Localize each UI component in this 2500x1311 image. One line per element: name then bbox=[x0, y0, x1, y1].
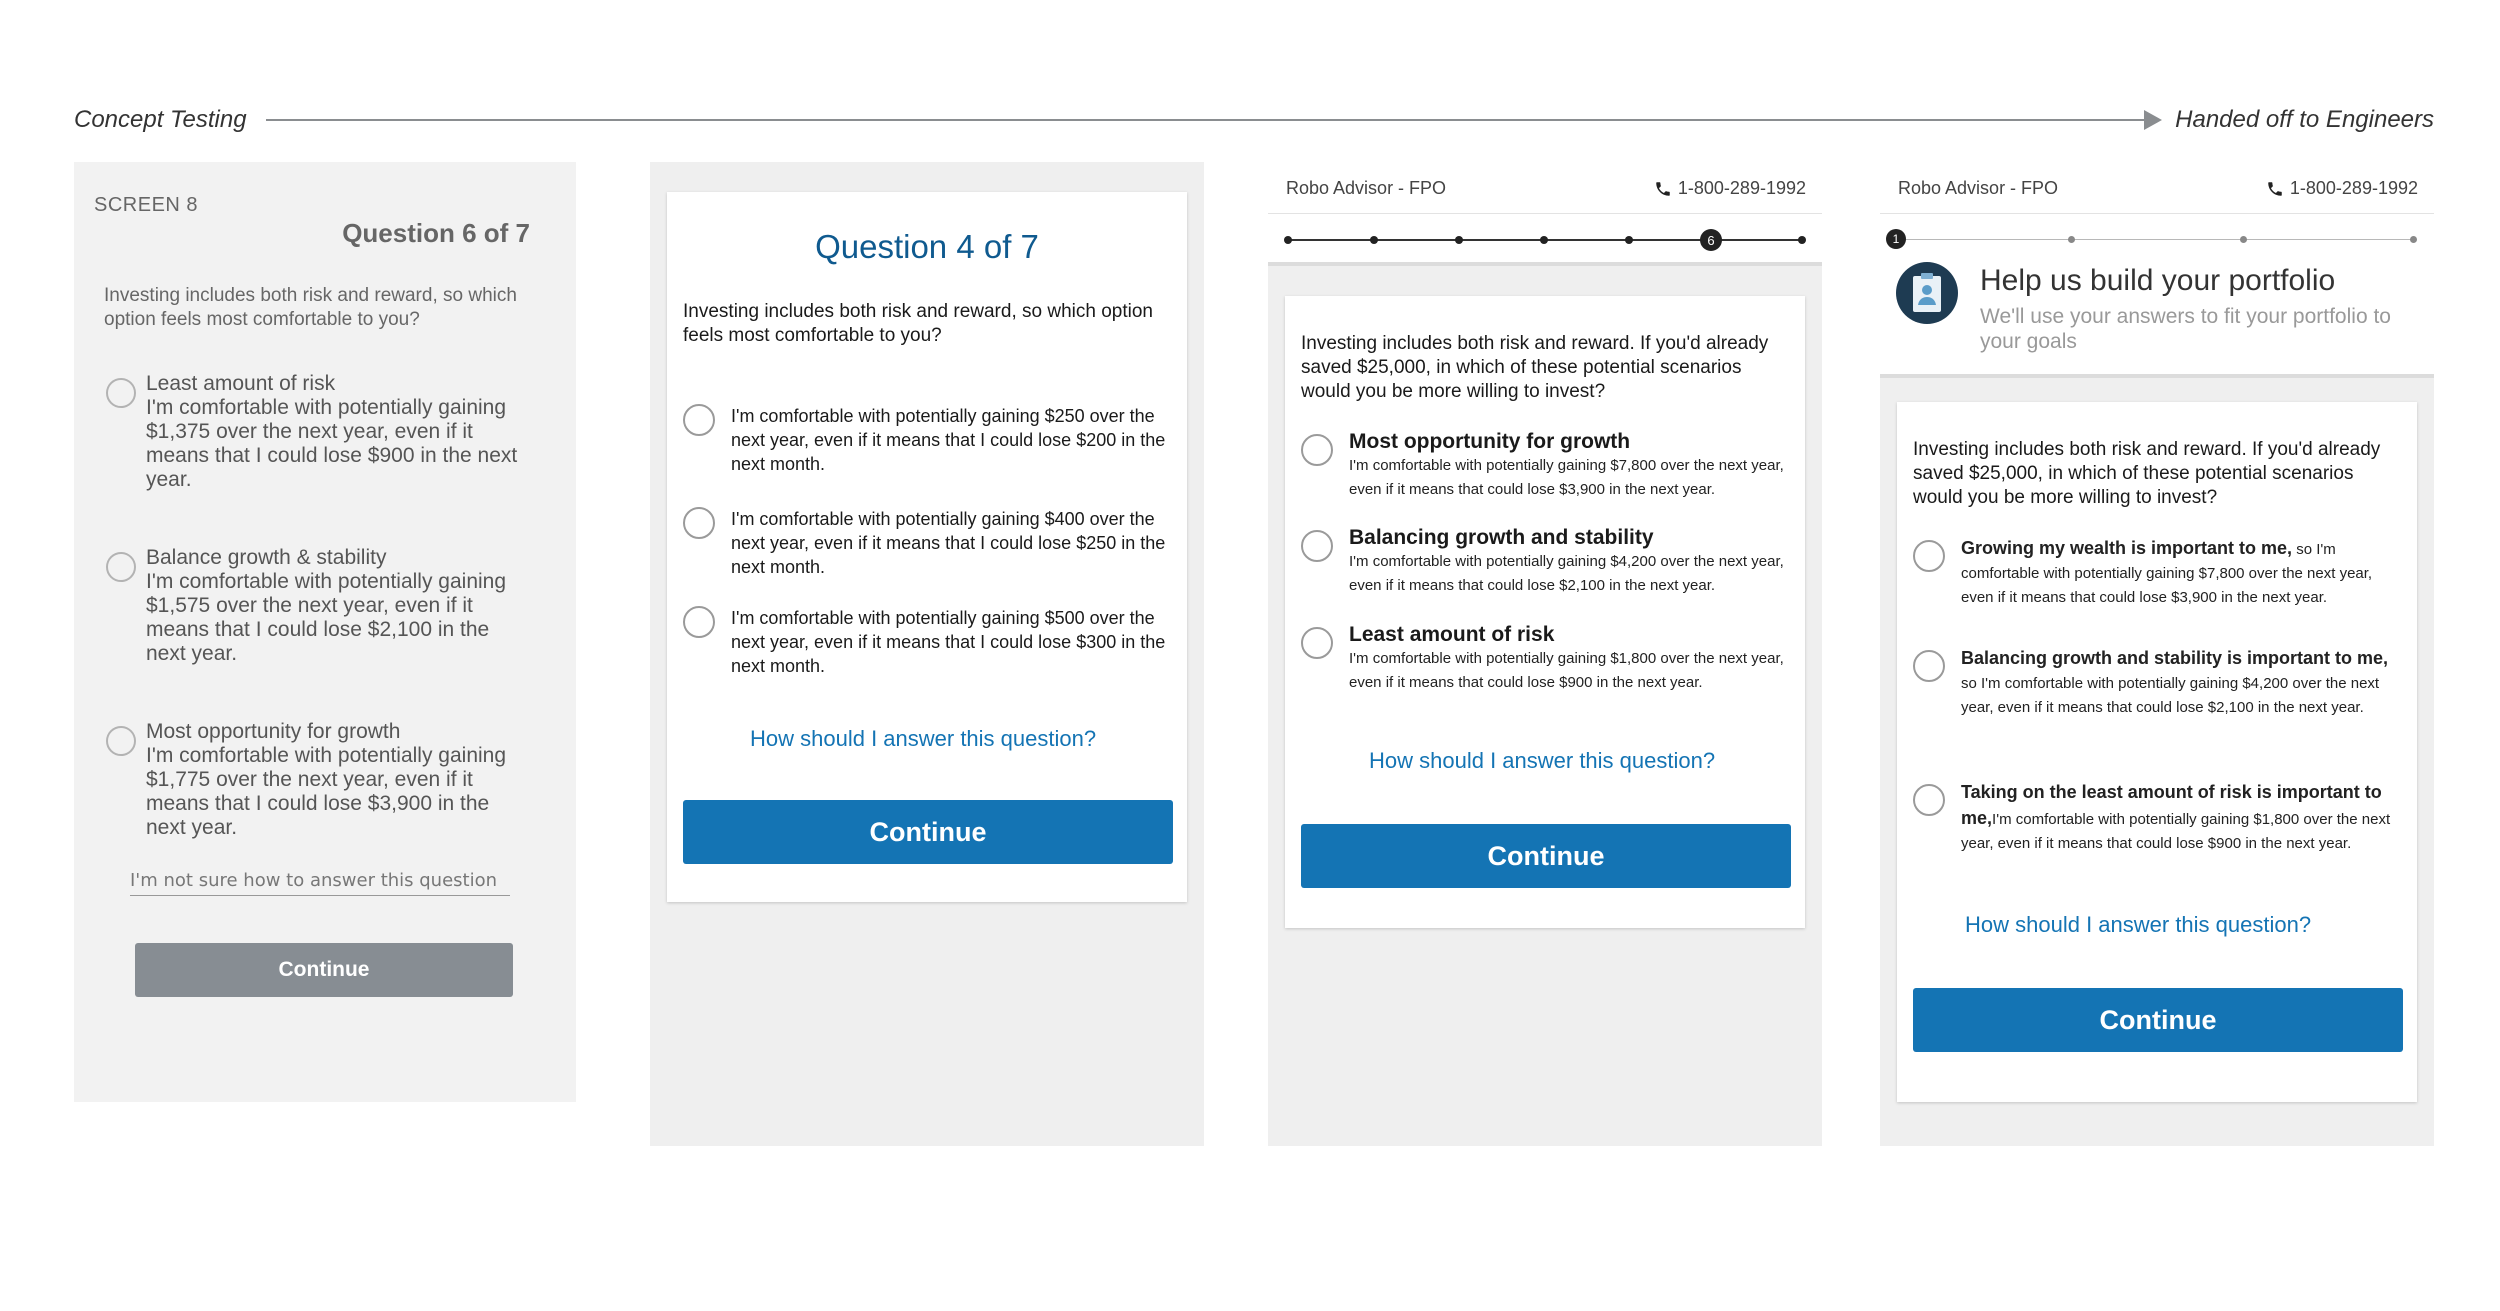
question-prompt: Investing includes both risk and reward. If you'd already saved $25,000, in which of these potential scenarios would you be more willing to invest? bbox=[1913, 439, 2381, 508]
robo-advisor-step6-panel bbox=[1268, 162, 1822, 1146]
radio-button[interactable] bbox=[683, 606, 715, 638]
radio-button[interactable] bbox=[106, 378, 136, 408]
app-header bbox=[1880, 162, 2434, 214]
current-step-badge: 1 bbox=[1886, 229, 1906, 249]
portfolio-header bbox=[1880, 214, 2434, 378]
step-dot bbox=[1370, 236, 1378, 244]
continue-button[interactable]: Continue bbox=[1913, 988, 2403, 1052]
phone-icon bbox=[2266, 180, 2284, 198]
robo-advisor-step1-panel bbox=[1880, 162, 2434, 1146]
radio-button[interactable] bbox=[1913, 650, 1945, 682]
timeline-start-label: Concept Testing bbox=[74, 106, 247, 133]
radio-button[interactable] bbox=[683, 404, 715, 436]
option-least-risk[interactable] bbox=[1349, 623, 1789, 695]
radio-button[interactable] bbox=[106, 552, 136, 582]
timeline-arrow-icon bbox=[2144, 110, 2162, 130]
option-title: Balancing growth and stability is important to me, bbox=[1961, 648, 2389, 668]
phone-number: 1-800-289-1992 bbox=[1677, 178, 1806, 198]
help-link[interactable]: I'm not sure how to answer this question bbox=[130, 870, 510, 896]
option-text: so I'm comfortable with potentially gaining $4,200 over the next year, even if it means that could lose $2,100 in the next year. bbox=[1961, 675, 2380, 716]
step-dot bbox=[2240, 236, 2247, 243]
continue-button[interactable]: Continue bbox=[1301, 824, 1791, 888]
option-text: I'm comfortable with potentially gaining $4,200 over the next year, even if it means that could lose $2,100 in the next year. bbox=[1349, 553, 1784, 594]
progress-stepper bbox=[1268, 214, 1822, 266]
option-text[interactable]: I'm comfortable with potentially gaining $500 over the next year, even if it means that I could lose $300 in the next month. bbox=[731, 608, 1166, 676]
radio-button[interactable] bbox=[1301, 434, 1333, 466]
current-step-badge: 6 bbox=[1700, 229, 1722, 251]
question-prompt: Investing includes both risk and reward, so which option feels most comfortable to you? bbox=[104, 285, 517, 330]
option-text[interactable]: I'm comfortable with potentially gaining $400 over the next year, even if it means that I could lose $250 in the next month. bbox=[731, 509, 1166, 577]
question-title: Question 6 of 7 bbox=[342, 218, 530, 248]
option-text: I'm comfortable with potentially gaining $1,775 over the next year, even if it means that I could lose $3,900 in the next year. bbox=[146, 744, 507, 839]
question-card bbox=[667, 192, 1187, 902]
question-4-panel bbox=[650, 162, 1204, 1146]
continue-button[interactable]: Continue bbox=[683, 800, 1173, 864]
help-link[interactable]: How should I answer this question? bbox=[1369, 748, 1716, 773]
step-dot bbox=[1284, 236, 1292, 244]
brand-name: Robo Advisor - FPO bbox=[1898, 178, 2059, 198]
option-growth[interactable] bbox=[1349, 430, 1789, 502]
phone-number: 1-800-289-1992 bbox=[2289, 178, 2418, 198]
option-title: Least amount of risk bbox=[1349, 623, 1555, 646]
timeline-end-label: Handed off to Engineers bbox=[2175, 106, 2434, 133]
step-dot bbox=[1455, 236, 1463, 244]
option-text: I'm comfortable with potentially gaining $1,575 over the next year, even if it means that I could lose $2,100 in the next year. bbox=[146, 570, 507, 665]
question-prompt: Investing includes both risk and reward. If you'd already saved $25,000, in which of these potential scenarios would you be more willing to invest? bbox=[1301, 333, 1769, 402]
option-balance[interactable] bbox=[1349, 526, 1789, 598]
header-subtitle: We'll use your answers to fit your portfolio to your goals bbox=[1980, 305, 2391, 353]
option-text: I'm comfortable with potentially gaining $1,375 over the next year, even if it means that I could lose $900 in the next year. bbox=[146, 396, 518, 491]
option-title: Balance growth & stability bbox=[146, 546, 387, 569]
help-link[interactable]: How should I answer this question? bbox=[750, 726, 1097, 751]
concept-screen-panel bbox=[74, 162, 576, 1102]
question-title: Question 4 of 7 bbox=[815, 228, 1039, 265]
option-least-risk[interactable] bbox=[1961, 780, 2406, 856]
question-card bbox=[1897, 402, 2417, 1102]
clipboard-avatar-icon bbox=[1896, 262, 1958, 324]
option-title: Most opportunity for growth bbox=[146, 720, 401, 743]
step-dot bbox=[1625, 236, 1633, 244]
phone-icon bbox=[1654, 180, 1672, 198]
phone-link[interactable] bbox=[2266, 178, 2418, 199]
phone-link[interactable] bbox=[1654, 178, 1806, 199]
option-text[interactable]: I'm comfortable with potentially gaining $250 over the next year, even if it means that I could lose $200 in the next month. bbox=[731, 406, 1166, 474]
radio-button[interactable] bbox=[1913, 540, 1945, 572]
option-text: I'm comfortable with potentially gaining $1,800 over the next year, even if it means that could lose $900 in the next year. bbox=[1961, 811, 2391, 852]
option-title: Least amount of risk bbox=[146, 372, 336, 395]
step-dot bbox=[1540, 236, 1548, 244]
option-text: I'm comfortable with potentially gaining $1,800 over the next year, even if it means that could lose $900 in the next year. bbox=[1349, 650, 1784, 691]
option-text: I'm comfortable with potentially gaining $7,800 over the next year, even if it means that could lose $3,900 in the next year. bbox=[1349, 457, 1784, 498]
option-title: Balancing growth and stability bbox=[1349, 526, 1654, 549]
brand-name: Robo Advisor - FPO bbox=[1286, 178, 1447, 198]
step-dot bbox=[1798, 236, 1806, 244]
radio-button[interactable] bbox=[1301, 530, 1333, 562]
option-title: Taking on the least amount of risk is important to me, bbox=[1961, 782, 2382, 828]
option-title: Growing my wealth is important to me, bbox=[1961, 538, 2293, 558]
header-title: Help us build your portfolio bbox=[1980, 264, 2336, 297]
option-text: so I'm comfortable with potentially gaining $7,800 over the next year, even if it means that could lose $3,900 in the next year. bbox=[1961, 541, 2373, 606]
option-growth[interactable] bbox=[1961, 536, 2406, 610]
step-dot bbox=[2410, 236, 2417, 243]
screen-label: SCREEN 8 bbox=[94, 194, 199, 216]
step-dot bbox=[2068, 236, 2075, 243]
radio-button[interactable] bbox=[1301, 627, 1333, 659]
option-balance[interactable] bbox=[1961, 646, 2406, 720]
help-link[interactable]: How should I answer this question? bbox=[1965, 912, 2312, 937]
app-header bbox=[1268, 162, 1822, 214]
timeline-line bbox=[266, 119, 2148, 121]
continue-button[interactable]: Continue bbox=[135, 943, 513, 997]
option-title: Most opportunity for growth bbox=[1349, 430, 1631, 453]
radio-button[interactable] bbox=[683, 507, 715, 539]
radio-button[interactable] bbox=[106, 726, 136, 756]
radio-button[interactable] bbox=[1913, 784, 1945, 816]
question-card bbox=[1285, 296, 1805, 928]
clipboard-icon bbox=[1907, 271, 1947, 315]
question-prompt: Investing includes both risk and reward, so which option feels most comfortable to you? bbox=[683, 301, 1153, 346]
